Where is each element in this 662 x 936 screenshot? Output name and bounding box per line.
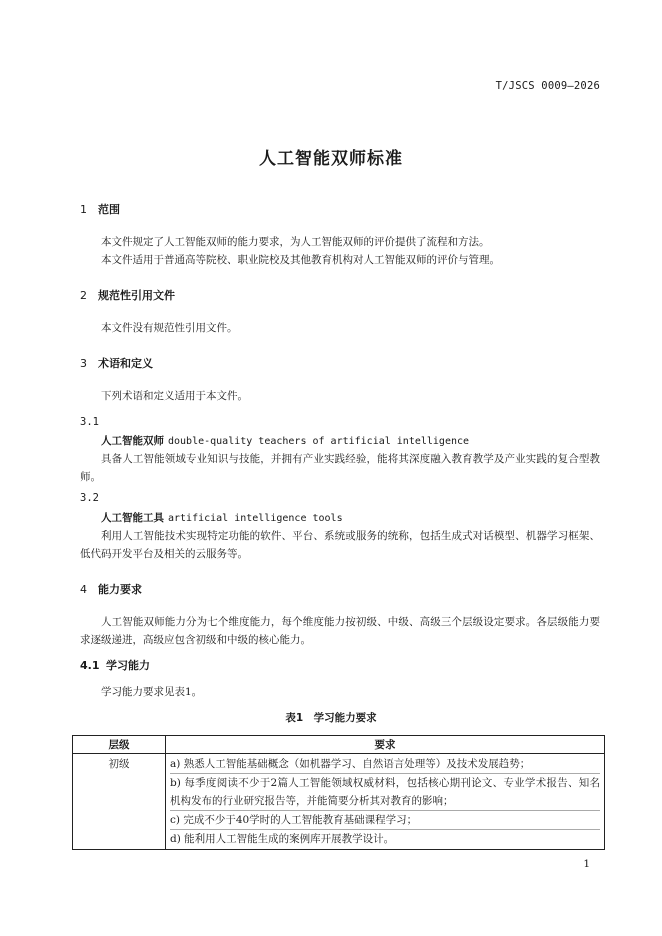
- page-number: 1: [583, 858, 590, 870]
- section-heading-normative: [80, 287, 175, 303]
- document-title: 人工智能双师标准: [259, 149, 403, 169]
- paragraph: 本文件规定了人工智能双师的能力要求，为人工智能双师的评价提供了流程和方法。: [101, 236, 490, 248]
- section-number: 1: [80, 203, 87, 216]
- table-header-row: [73, 736, 605, 754]
- header-requirement: 要求: [166, 736, 605, 754]
- subsection-title: 学习能力: [106, 659, 150, 672]
- section-heading-terms: [80, 355, 153, 371]
- paragraph: 下列术语和定义适用于本文件。: [101, 390, 248, 402]
- term-en: double-quality teachers of artificial intelligence: [168, 436, 470, 447]
- requirements-table: [72, 735, 605, 850]
- table-row: [73, 754, 605, 850]
- requirements-cell: [166, 754, 605, 850]
- table-caption: 表1 学习能力要求: [285, 712, 377, 724]
- requirement-item: a) 熟悉人工智能基础概念（如机器学习、自然语言处理等）及技术发展趋势；: [170, 758, 531, 770]
- requirement-item: b) 每季度阅读不少于2篇人工智能领域权威材料，包括核心期刊论文、专业学术报告、知名机构发布的行业研究报告等，并能简要分析其对教育的影响；: [170, 773, 600, 810]
- term-definition: 具备人工智能领域专业知识与技能，并拥有产业实践经验，能将其深度融入教育教学及产业实践的复合型教师。: [80, 453, 600, 483]
- term-entry: [101, 510, 343, 525]
- paragraph: 学习能力要求见表1。: [101, 686, 203, 698]
- section-title: 范围: [98, 203, 120, 216]
- section-number: 3: [80, 357, 87, 370]
- document-code: T/JSCS 0009—2026: [495, 80, 600, 92]
- term-definition: 利用人工智能技术实现特定功能的软件、平台、系统或服务的统称，包括生成式对话模型、机器学习框架、低代码开发平台及相关的云服务等。: [80, 530, 600, 560]
- section-heading-scope: [80, 201, 120, 217]
- header-level: 层级: [73, 736, 166, 754]
- paragraph: 本文件适用于普通高等院校、职业院校及其他教育机构对人工智能双师的评价与管理。: [101, 254, 500, 266]
- clause-number: 3.1: [80, 416, 99, 428]
- term-zh: 人工智能工具: [101, 512, 164, 524]
- section-heading-ability: [80, 581, 142, 597]
- subsection-heading-learning: [80, 657, 150, 673]
- term-zh: 人工智能双师: [101, 435, 164, 447]
- section-title: 能力要求: [98, 583, 142, 596]
- section-title: 术语和定义: [98, 357, 153, 370]
- paragraph: 本文件没有规范性引用文件。: [101, 322, 238, 334]
- section-number: 2: [80, 289, 87, 302]
- section-title: 规范性引用文件: [98, 289, 175, 302]
- clause-number: 3.2: [80, 492, 99, 504]
- paragraph: 人工智能双师能力分为七个维度能力，每个维度能力按初级、中级、高级三个层级设定要求。各层级能力要求逐级递进，高级应包含初级和中级的核心能力。: [80, 616, 600, 646]
- section-number: 4: [80, 583, 87, 596]
- subsection-number: 4.1: [80, 659, 100, 672]
- level-cell: 初级: [73, 754, 166, 850]
- term-en: artificial intelligence tools: [168, 513, 343, 524]
- term-entry: [101, 433, 469, 448]
- requirement-item: d) 能利用人工智能生成的案例库开展教学设计。: [170, 829, 600, 848]
- requirement-item: c) 完成不少于40学时的人工智能教育基础课程学习；: [170, 810, 600, 829]
